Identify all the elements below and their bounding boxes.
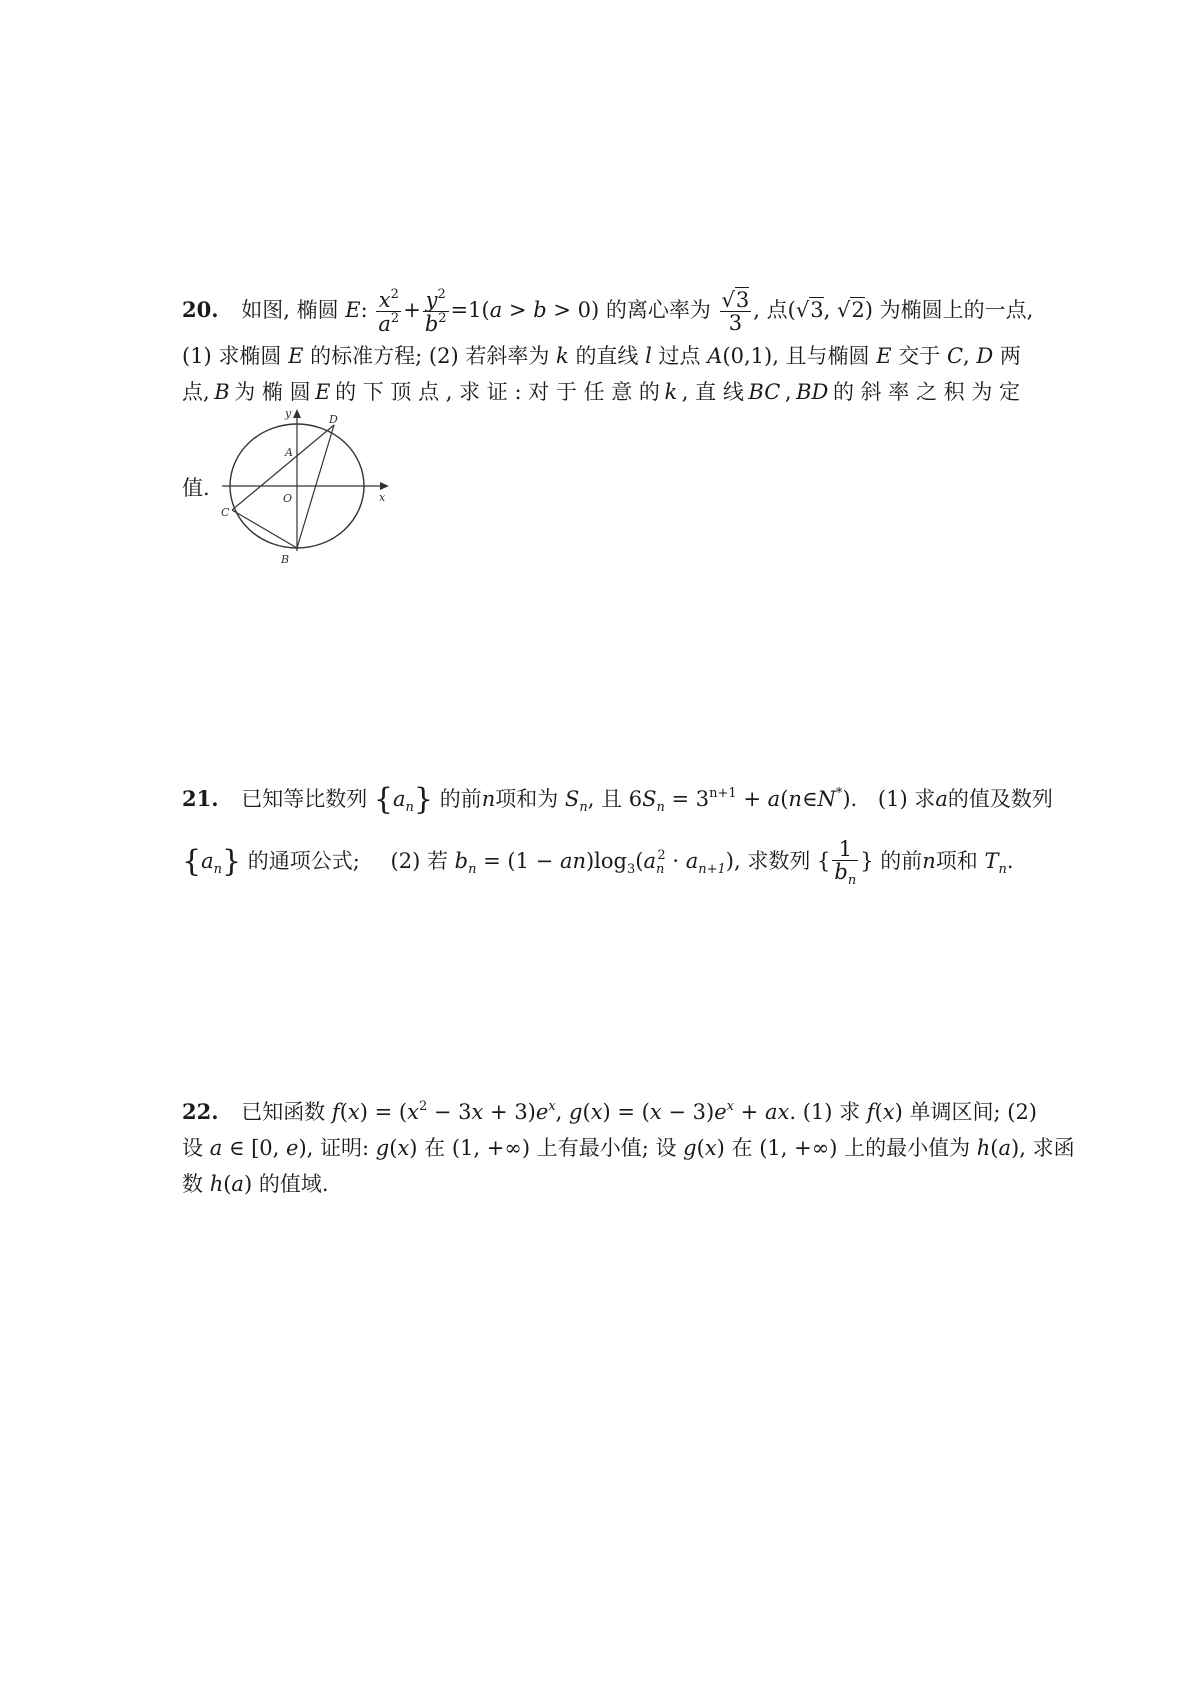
p21-line1: 21. 已知等比数列 $\{a_n\}$ 的前n项和为 $S_n$, 且 $6S_n = 3^{n+1}$ + a(n∈N*). (1) 求a的值及数列 xyxy=(182,782,1053,817)
p20-part1: (1) 求椭圆 xyxy=(182,344,282,368)
p20-meet-text: 交于 xyxy=(898,344,941,368)
p20-line1: 20. 如图, 椭圆 E: $\frac{x^2}{a^2}$ + $\frac{y^2}{b^2}$ =1(a > b > 0) 的离心率为 $\frac{√3}{3}$ , 点(√3, √2) 为椭圆上的一点, xyxy=(182,286,1034,336)
fig-label-c: C xyxy=(221,506,230,519)
fraction-1-bn: $\frac{1}{b_n}$ xyxy=(834,836,857,888)
p20-line3-d: , 直 线 xyxy=(681,380,744,404)
ellipse-figure xyxy=(217,406,407,566)
p22-line1: 22. 已知函数 $f(x) = (x^2 - 3x + 3)e^x$, $g(x) = (x - 3)e^x$ + ax. (1) 求 f(x) 单调区间; (2) xyxy=(182,1099,1037,1124)
p22-line3: 数 xyxy=(182,1172,203,1196)
p20-figure-row xyxy=(182,407,1020,566)
p22-line2-f: 上的最小值为 xyxy=(844,1136,971,1160)
p20-line3-e: 的 斜 率 之 积 为 定 xyxy=(832,380,1020,404)
fraction-sqrt3-3: $\frac{√3}{3}$ xyxy=(721,287,750,335)
p21-front-text: 的前 xyxy=(880,849,923,873)
p20-point-text: , 点 xyxy=(753,298,788,322)
p20-part1-tail: 的标准方程; xyxy=(310,344,423,368)
problem-22 xyxy=(182,1089,1075,1202)
p20-final: 值. xyxy=(182,476,210,500)
p20-point-tail: 为椭圆上的一点, xyxy=(879,298,1034,322)
ellipse-label: E xyxy=(345,298,361,322)
p22-part1: (1) 求 xyxy=(802,1100,861,1124)
p21-end: . xyxy=(1006,849,1014,873)
p20-line3-b: 为 椭 圆 xyxy=(234,380,311,404)
p22-line2-b: , 证明: xyxy=(306,1136,370,1160)
p21-part2: (2) 若 xyxy=(390,849,448,873)
p21-line2: $\{a_n\}$ 的通项公式; (2) 若 $b_n = (1 - an)\log_3(a_n^2 \cdot a_{n+1})$, 求数列 { $\frac{1}{b_n}$ } 的前n项和 $T_n$. xyxy=(182,836,1014,888)
p21-general-text: 的通项公式; xyxy=(247,849,360,873)
p22-line2-a: 设 xyxy=(182,1136,203,1160)
p22-line3-tail: 的值域. xyxy=(258,1172,329,1196)
p20-line-text: 的直线 xyxy=(575,344,639,368)
p20-part2: (2) 若斜率为 xyxy=(428,344,550,368)
problem-number: 20. xyxy=(182,297,219,322)
fig-label-x: x xyxy=(379,491,386,504)
p22-part1-tail: 单调区间; (2) xyxy=(909,1100,1037,1124)
p22-comma: , xyxy=(555,1100,563,1124)
p20-two-points: 两 xyxy=(999,344,1021,368)
p22-line3: 数 h(a) 的值域. xyxy=(182,1172,329,1196)
fig-label-b: B xyxy=(281,553,290,566)
fig-label-o: O xyxy=(283,492,293,505)
fig-label-a: A xyxy=(285,446,293,459)
p22-lead: 已知函数 xyxy=(241,1100,326,1124)
p20-pass-text: 过点 xyxy=(658,344,701,368)
p20-intersect-text: , 且与椭圆 xyxy=(772,344,870,368)
p21-part1-tail: 的值及数列 xyxy=(947,787,1053,811)
fig-label-d: D xyxy=(329,413,338,426)
p21-and-text: , 且 xyxy=(587,787,623,811)
p21-lead: 已知等比数列 xyxy=(241,787,368,811)
p22-line2-c: 在 xyxy=(424,1136,446,1160)
fraction-x2-a2: $\frac{x^2}{a^2}$ xyxy=(378,286,400,336)
p22-line2-d: 上有最小值; 设 xyxy=(536,1136,677,1160)
p22-line2-e: 在 xyxy=(731,1136,753,1160)
p21-sum-tail: 项和为 xyxy=(495,787,559,811)
p20-lead: 如图, 椭圆 xyxy=(241,298,339,322)
p20-ecc-text: 的离心率为 xyxy=(605,298,711,322)
p20-line3: 点, B 为 椭 圆 E 的 下 顶 点 , 求 证 : 对 于 任 意 的 k , 直 线 BC , BD 的 斜 率 之 积 为 定 xyxy=(182,374,1020,410)
p20-line2: (1) 求椭圆 E 的标准方程; (2) 若斜率为 k 的直线 l 过点 A(0,1), 且与椭圆 E 交于 C, D 两 xyxy=(182,344,1021,368)
p22-line2-g: , 求函 xyxy=(1019,1136,1075,1160)
problem-number: 21. xyxy=(182,786,219,811)
p21-seq-text: , 求数列 xyxy=(733,849,811,873)
fig-label-y: y xyxy=(285,407,292,420)
p20-line3-a: 点, xyxy=(182,380,210,404)
problem-20 xyxy=(182,282,1034,566)
fraction-y2-b2: $\frac{y^2}{b^2}$ xyxy=(424,286,447,336)
p21-part1: (1) 求 xyxy=(877,787,936,811)
problem-21 xyxy=(182,776,1053,888)
p22-line2: 设 a ∈ [0, e), 证明: g(x) 在 (1, +∞) 上有最小值; 设 g(x) 在 (1, +∞) 上的最小值为 h(a), 求函 xyxy=(182,1136,1075,1160)
p21-front-tail: 项和 xyxy=(935,849,978,873)
problem-number: 22. xyxy=(182,1099,219,1124)
p21-sum-text: 的前 xyxy=(439,787,482,811)
p20-line3-c: 的 下 顶 点 , 求 证 : 对 于 任 意 的 xyxy=(335,380,660,404)
